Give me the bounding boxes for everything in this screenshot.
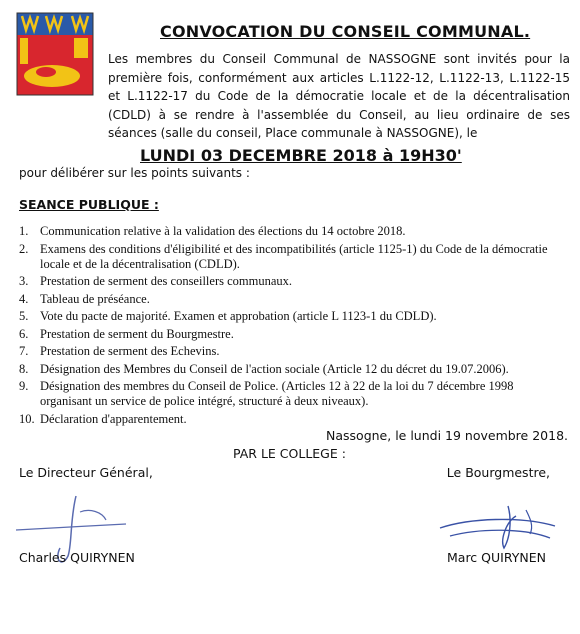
par-college: PAR LE COLLEGE : (233, 446, 346, 461)
item-text: Vote du pacte de majorité. Examen et approbation (article L 1123-1 du CDLD). (40, 309, 437, 323)
item-number: 7. (19, 344, 29, 358)
mayor-signature (430, 498, 560, 558)
item-number: 9. (19, 379, 29, 393)
item-number: 10. (19, 411, 35, 426)
list-item (19, 309, 559, 324)
item-text: Examens des conditions d'éligibilité et des incompatibilités (article 1125-1) du Code de la démocratie locale et de la décentralisation (CDLD). (40, 241, 548, 271)
item-number: 3. (19, 274, 29, 288)
document-title: CONVOCATION DU CONSEIL COMMUNAL. (160, 22, 531, 41)
mayor-title: Le Bourgmestre, (446, 465, 550, 480)
item-number: 5. (19, 309, 29, 323)
item-number: 2. (19, 241, 29, 256)
item-text: Déclaration d'apparentement. (40, 411, 187, 426)
coat-of-arms-icon (16, 12, 94, 96)
mayor-name: Marc QUIRYNEN (447, 550, 546, 565)
item-text: Désignation des Membres du Conseil de l'action sociale (Article 12 du décret du 19.07.2006). (40, 361, 509, 376)
list-item (19, 274, 559, 289)
list-item (19, 362, 559, 377)
director-name: Charles QUIRYNEN (19, 550, 135, 565)
list-item (19, 412, 559, 427)
list-item (19, 224, 559, 239)
meeting-date: LUNDI 03 DECEMBRE 2018 à 19H30' (140, 146, 462, 165)
item-text: Prestation de serment du Bourgmestre. (40, 326, 234, 341)
intro-paragraph: Les membres du Conseil Communal de NASSOGNE sont invités pour la première fois, conformément aux articles L.1122-12, L.1122-13, L.1122-15 et L.1122-17 du Code de la démocratie locale et de la décentralisation (CDLD) à se rendre à l'assemblée du Conseil, au lieu ordinaire de ses séances (salle du conseil, Place communale à NASSOGNE), le (108, 52, 570, 140)
item-text: Prestation de serment des conseillers communaux. (40, 274, 293, 288)
list-item (19, 344, 559, 359)
section-heading: SEANCE PUBLIQUE : (19, 197, 159, 212)
deliberate-line: pour délibérer sur les points suivants : (19, 166, 250, 180)
item-text: Tableau de préséance. (40, 291, 150, 306)
item-text: Prestation de serment des Echevins. (40, 344, 220, 358)
list-item (19, 292, 559, 307)
list-item (19, 379, 559, 409)
director-title: Le Directeur Général, (19, 465, 153, 480)
item-number: 8. (19, 361, 29, 376)
item-number: 4. (19, 291, 29, 306)
item-number: 6. (19, 326, 29, 341)
item-text: Communication relative à la validation des élections du 14 octobre 2018. (40, 224, 406, 238)
item-number: 1. (19, 224, 29, 238)
list-item (19, 327, 559, 342)
place-date: Nassogne, le lundi 19 novembre 2018. (326, 428, 568, 443)
agenda-list (19, 224, 559, 429)
list-item (19, 242, 559, 272)
item-text: Désignation des membres du Conseil de Police. (Articles 12 à 22 de la loi du 7 décembre 1998 organisant un service de police intégré, structuré à deux niveaux). (40, 379, 514, 408)
